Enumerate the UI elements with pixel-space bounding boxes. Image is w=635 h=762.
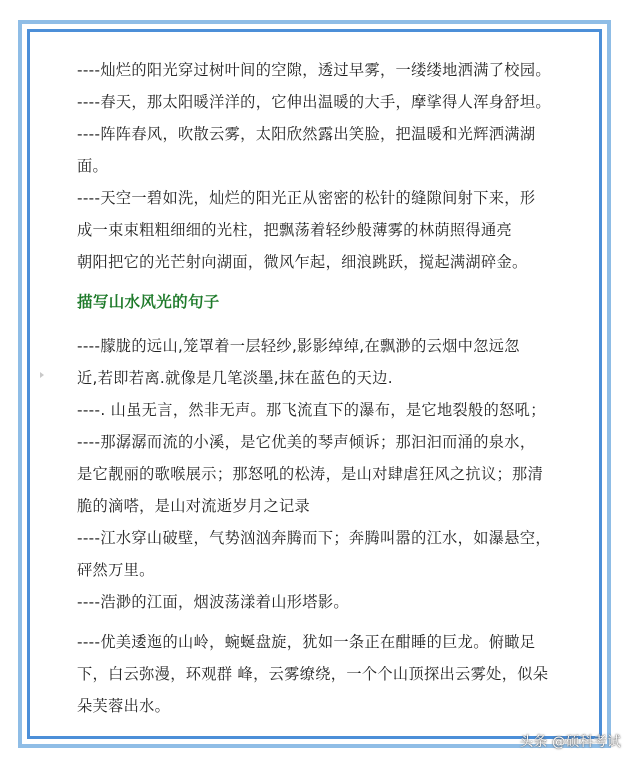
text-line: ----浩渺的江面，烟波荡漾着山形塔影。 xyxy=(77,593,349,611)
section-mountains xyxy=(77,330,592,618)
text-line: ----. 山虽无言，然非无声。那飞流直下的瀑布，是它地裂般的怒吼； xyxy=(77,401,546,419)
text-line: 脆的滴嗒，是山对流逝岁月之记录 xyxy=(77,497,311,515)
text-line: ----灿烂的阳光穿过树叶间的空隙，透过早雾，一缕缕地洒满了校园。 xyxy=(77,61,551,79)
text-line: ----春天，那太阳暖洋洋的，它伸出温暖的大手，摩挲得人浑身舒坦。 xyxy=(77,93,551,111)
side-arrow-marker xyxy=(40,372,44,378)
text-line: 近,若即若离.就像是几笔淡墨,抹在蓝色的天边. xyxy=(77,369,393,387)
text-line: 砰然万里。 xyxy=(77,561,155,579)
text-line: 朵芙蓉出水。 xyxy=(77,697,171,715)
text-line: ----那潺潺而流的小溪，是它优美的琴声倾诉；那汩汩而涌的泉水， xyxy=(77,433,536,451)
text-line: ----朦胧的远山,笼罩着一层轻纱,影影绰绰,在飘渺的云烟中忽远忽 xyxy=(77,337,520,355)
text-line: 朝阳把它的光芒射向湖面，微风乍起，细浪跳跃，搅起满湖碎金。 xyxy=(77,253,528,271)
article-content xyxy=(77,54,592,722)
text-line: 下，白云弥漫，环观群 峰，云雾缭绕，一个个山顶探出云雾处，似朵 xyxy=(77,665,549,683)
section-sunshine xyxy=(77,54,592,278)
text-line: ----阵阵春风，吹散云雾，太阳欣然露出笑脸，把温暖和光辉洒满湖 xyxy=(77,125,536,143)
text-line: 面。 xyxy=(77,157,109,175)
section-ridges xyxy=(77,626,592,722)
text-line: ----优美逶迤的山岭，蜿蜒盘旋，犹如一条正在酣睡的巨龙。俯瞰足 xyxy=(77,633,536,651)
text-line: 是它靓丽的歌喉展示；那怒吼的松涛，是山对肆虐狂风之抗议；那清 xyxy=(77,465,544,483)
text-line: ----江水穿山破壁，气势汹汹奔腾而下；奔腾叫嚣的江水，如瀑悬空， xyxy=(77,529,551,547)
text-line: 成一束束粗粗细细的光柱，把飘荡着轻纱般薄雾的林荫照得通亮 xyxy=(77,221,513,239)
section-heading: 描写山水风光的句子 xyxy=(77,293,220,311)
text-line: ----天空一碧如洗，灿烂的阳光正从密密的松针的缝隙间射下来，形 xyxy=(77,189,536,207)
watermark-text: 头条 @硕科考试 xyxy=(519,734,621,750)
